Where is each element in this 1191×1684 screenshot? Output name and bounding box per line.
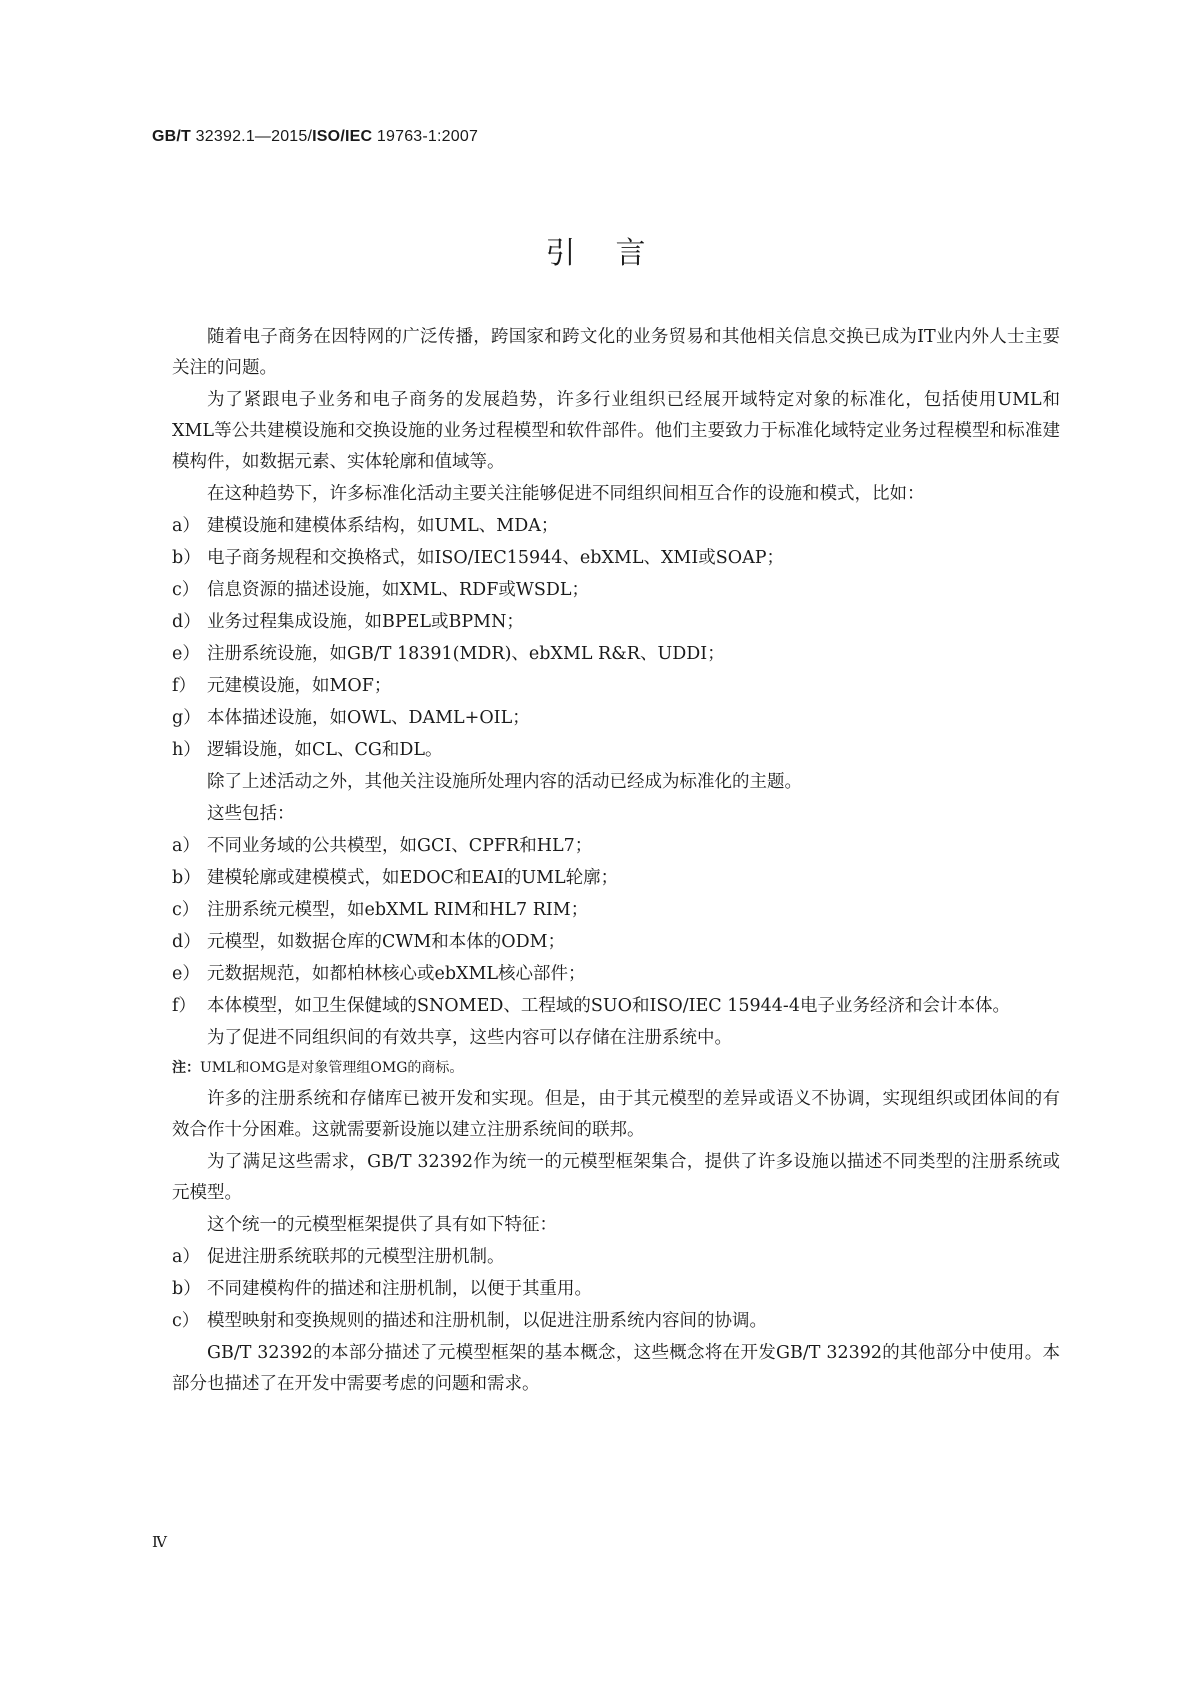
- paragraph-trends: 为了紧跟电子业务和电子商务的发展趋势，许多行业组织已经展开域特定对象的标准化，包括使用UML和XML等公共建模设施和交换设施的业务过程模型和软件部件。他们主要致力于标准化域特定业务过程模型和标准建模构件，如数据元素、实体轮廓和值域等。: [172, 390, 1060, 472]
- list-marker: b）: [172, 1279, 201, 1299]
- paragraph-sharing: 为了促进不同组织间的有效共享，这些内容可以存储在注册系统中。: [207, 1028, 732, 1048]
- list-marker: b）: [172, 548, 201, 568]
- list-item-text: 模型映射和变换规则的描述和注册机制，以促进注册系统内容间的协调。: [207, 1311, 767, 1331]
- list-item: [172, 831, 1060, 862]
- list-marker: g）: [172, 708, 201, 728]
- list-marker: f）: [172, 996, 196, 1016]
- list-item-text: 注册系统元模型，如ebXML RIM和HL7 RIM；: [207, 900, 589, 920]
- list-marker: a）: [172, 516, 200, 536]
- list-item: [172, 639, 1060, 670]
- list-item-text: 不同业务域的公共模型，如GCI、CPFR和HL7；: [207, 836, 593, 856]
- list-item: [172, 607, 1060, 638]
- list-item-text: 业务过程集成设施，如BPEL或BPMN；: [207, 612, 524, 632]
- list-item: [172, 671, 1060, 702]
- feature-list: [172, 1242, 1060, 1337]
- page-title: 引言: [545, 236, 686, 271]
- paragraph-scope: GB/T 32392的本部分描述了元模型框架的基本概念，这些概念将在开发GB/T 32392的其他部分中使用。本部分也描述了在开发中需要考虑的问题和需求。: [172, 1343, 1060, 1394]
- list-marker: b）: [172, 868, 201, 888]
- list-marker: d）: [172, 612, 201, 632]
- list-item: [172, 575, 1060, 606]
- list-item: [172, 863, 1060, 894]
- list-marker: a）: [172, 1247, 200, 1267]
- list-item: [172, 895, 1060, 926]
- page-number: Ⅳ: [152, 1533, 167, 1551]
- list-item-text: 注册系统设施，如GB/T 18391(MDR)、ebXML R&R、UDDI；: [207, 644, 725, 664]
- document-body: [172, 322, 1060, 1401]
- paragraph-activities: 在这种趋势下，许多标准化活动主要关注能够促进不同组织间相互合作的设施和模式，比如：: [207, 484, 925, 504]
- list-item-text: 促进注册系统联邦的元模型注册机制。: [207, 1247, 505, 1267]
- paragraph-features: 这个统一的元模型框架提供了具有如下特征：: [207, 1215, 557, 1235]
- list-marker: d）: [172, 932, 201, 952]
- list-item-text: 信息资源的描述设施，如XML、RDF或WSDL；: [207, 580, 589, 600]
- list-marker: c）: [172, 1311, 200, 1331]
- list-item-text: 不同建模构件的描述和注册机制，以便于其重用。: [207, 1279, 592, 1299]
- list-item: [172, 927, 1060, 958]
- list-item: [172, 543, 1060, 574]
- paragraph-needs: 为了满足这些需求，GB/T 32392作为统一的元模型框架集合，提供了许多设施以描述不同类型的注册系统或元模型。: [172, 1152, 1060, 1203]
- list-item-text: 本体模型，如卫生保健域的SNOMED、工程域的SUO和ISO/IEC 15944-4电子业务经济和会计本体。: [207, 996, 1010, 1016]
- list-item-text: 元模型，如数据仓库的CWM和本体的ODM；: [207, 932, 566, 952]
- list-item: [172, 1274, 1060, 1305]
- note: [172, 1056, 1060, 1080]
- list-marker: c）: [172, 580, 200, 600]
- paragraph-intro: 随着电子商务在因特网的广泛传播，跨国家和跨文化的业务贸易和其他相关信息交换已成为IT业内外人士主要关注的问题。: [172, 327, 1060, 378]
- standard-number: 32392.1—2015/: [191, 128, 313, 145]
- list-item-text: 逻辑设施，如CL、CG和DL。: [207, 740, 443, 760]
- paragraph-includes: 这些包括：: [207, 804, 295, 824]
- list-item-text: 建模轮廓或建模模式，如EDOC和EAI的UML轮廓；: [207, 868, 619, 888]
- document-code-header: [152, 128, 478, 146]
- list-marker: h）: [172, 740, 201, 760]
- list-item: [172, 959, 1060, 990]
- list-item: [172, 1242, 1060, 1273]
- standard-prefix: GB/T: [152, 128, 192, 145]
- note-text: UML和OMG是对象管理组OMG的商标。: [200, 1060, 464, 1076]
- list-item: [172, 511, 1060, 542]
- content-list: [172, 831, 1060, 1022]
- iso-prefix: ISO/IEC: [312, 128, 373, 145]
- list-marker: e）: [172, 964, 200, 984]
- paragraph-registries: 许多的注册系统和存储库已被开发和实现。但是，由于其元模型的差异或语义不协调，实现组织或团体间的有效合作十分困难。这就需要新设施以建立注册系统间的联邦。: [172, 1089, 1060, 1140]
- list-marker: f）: [172, 676, 196, 696]
- note-label: 注：: [172, 1060, 200, 1076]
- list-item-text: 元建模设施，如MOF；: [207, 676, 392, 696]
- iso-number: 19763-1:2007: [372, 128, 479, 145]
- list-marker: c）: [172, 900, 200, 920]
- paragraph-other-activities: 除了上述活动之外，其他关注设施所处理内容的活动已经成为标准化的主题。: [207, 772, 802, 792]
- activity-list: [172, 511, 1060, 766]
- list-item: [172, 703, 1060, 734]
- list-item: [172, 991, 1060, 1022]
- list-item: [172, 735, 1060, 766]
- list-item-text: 元数据规范，如都柏林核心或ebXML核心部件；: [207, 964, 586, 984]
- list-item: [172, 1306, 1060, 1337]
- list-marker: a）: [172, 836, 200, 856]
- list-item-text: 本体描述设施，如OWL、DAML+OIL；: [207, 708, 530, 728]
- list-item-text: 建模设施和建模体系结构，如UML、MDA；: [207, 516, 559, 536]
- list-marker: e）: [172, 644, 200, 664]
- list-item-text: 电子商务规程和交换格式，如ISO/IEC15944、ebXML、XMI或SOAP；: [207, 548, 784, 568]
